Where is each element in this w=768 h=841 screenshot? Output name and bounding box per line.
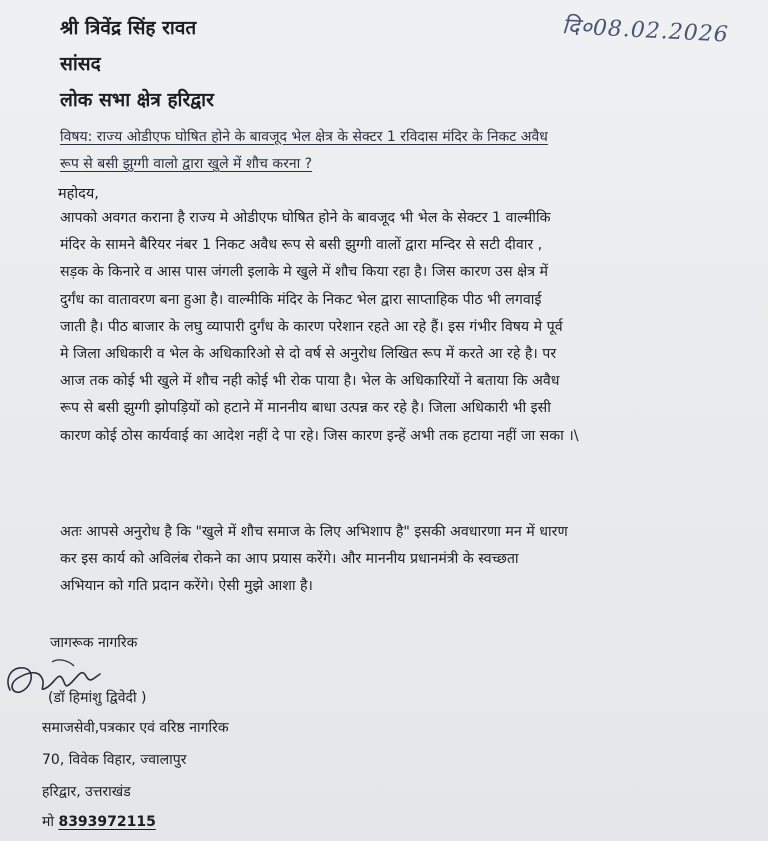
phone-label: मो: [42, 814, 54, 830]
sender-designation: सांसद: [60, 53, 101, 75]
signatory-name: (डॉ हिमांशु द्विवेदी ): [48, 690, 147, 706]
phone-number[interactable]: 8393972115: [58, 814, 156, 830]
paragraph-line: जाती है। पीठ बाजार के लघु व्यापारी दुर्गंध के कारण परेशान रहते आ रहे हैं। इस गंभीर विषय मे पूर्व: [60, 318, 563, 335]
subject-line: विषय: राज्य ओडीएफ घोषित होने के बावजूद भेल क्षेत्र के सेक्टर 1 रविदास मंदिर के निकट अवैध: [60, 129, 548, 145]
salutation: महोदय,: [58, 186, 99, 202]
paragraph-2: [60, 519, 740, 601]
handwritten-date: दि०08.02.2026: [561, 13, 730, 48]
paragraph-line: रूप से बसी झुग्गी झोपड़ियों को हटाने में माननीय बाधा उत्पन्न कर रहे है। जिला अधिकारी भी इसी: [60, 400, 551, 417]
address-line-2: हरिद्वार, उत्तराखंड: [42, 784, 131, 800]
paragraph-line: आज तक कोई भी खुले में शौच नही कोई भी रोक पाया है। भेल के अधिकारियों ने बताया कि अवैध: [60, 373, 560, 390]
paragraph-line: अभियान को गति प्रदान करेंगे। ऐसी मुझे आशा है।: [60, 578, 313, 595]
paragraph-line: आपको अवगत कराना है राज्य मे ओडीएफ घोषित होने के बावजूद भी भेल के सेक्टर 1 वाल्मीकि: [60, 210, 551, 226]
paragraph-1: [60, 205, 740, 450]
paragraph-line: दुर्गंध का वातावरण बना हुआ है। वाल्मीकि मंदिर के निकट भेल द्वारा साप्ताहिक पीठ भी लगवाई: [60, 291, 542, 308]
subject-line: रूप से बसी झुग्गी वालो द्वारा खुले में शौच करना ?: [60, 156, 313, 172]
paragraph-line: अतः आपसे अनुरोध है कि "खुले में शौच समाज के लिए अभिशाप है" इसकी अवधारणा मन में धारण: [60, 524, 568, 540]
closing-text: जागरूक नागरिक: [50, 635, 138, 651]
paragraph-line: कर इस कार्य को अविलंब रोकने का आप प्रयास करेंगे। और माननीय प्रधानमंत्री के स्वच्छता: [60, 551, 519, 568]
sender-constituency: लोक सभा क्षेत्र हरिद्वार: [60, 89, 214, 111]
sender-name: श्री त्रिवेंद्र सिंह रावत: [60, 17, 197, 39]
address-line-1: 70, विवेक विहार, ज्वालापुर: [42, 752, 187, 768]
paragraph-line: मंदिर के सामने बैरियर नंबर 1 निकट अवैध रूप से बसी झुग्गी वालों द्वारा मन्दिर से सटी दीवार ,: [60, 237, 543, 254]
phone-line: [42, 812, 156, 831]
paragraph-line: सड़क के किनारे व आस पास जंगली इलाके मे खुले में शौच किया रहा है। जिस कारण उस क्षेत्र में: [60, 264, 549, 281]
signatory-title: समाजसेवी,पत्रकार एवं वरिष्ठ नागरिक: [42, 720, 229, 736]
paragraph-line: मे जिला अधिकारी व भेल के अधिकारिओ से दो वर्ष से अनुरोध लिखित रूप में करते आ रहे है। पर: [60, 346, 557, 363]
paragraph-line: कारण कोई ठोस कार्यवाई का आदेश नहीं दे पा रहे। जिस कारण इन्हें अभी तक हटाया नहीं जा सका ।\: [60, 427, 579, 444]
subject-block: [60, 124, 720, 178]
